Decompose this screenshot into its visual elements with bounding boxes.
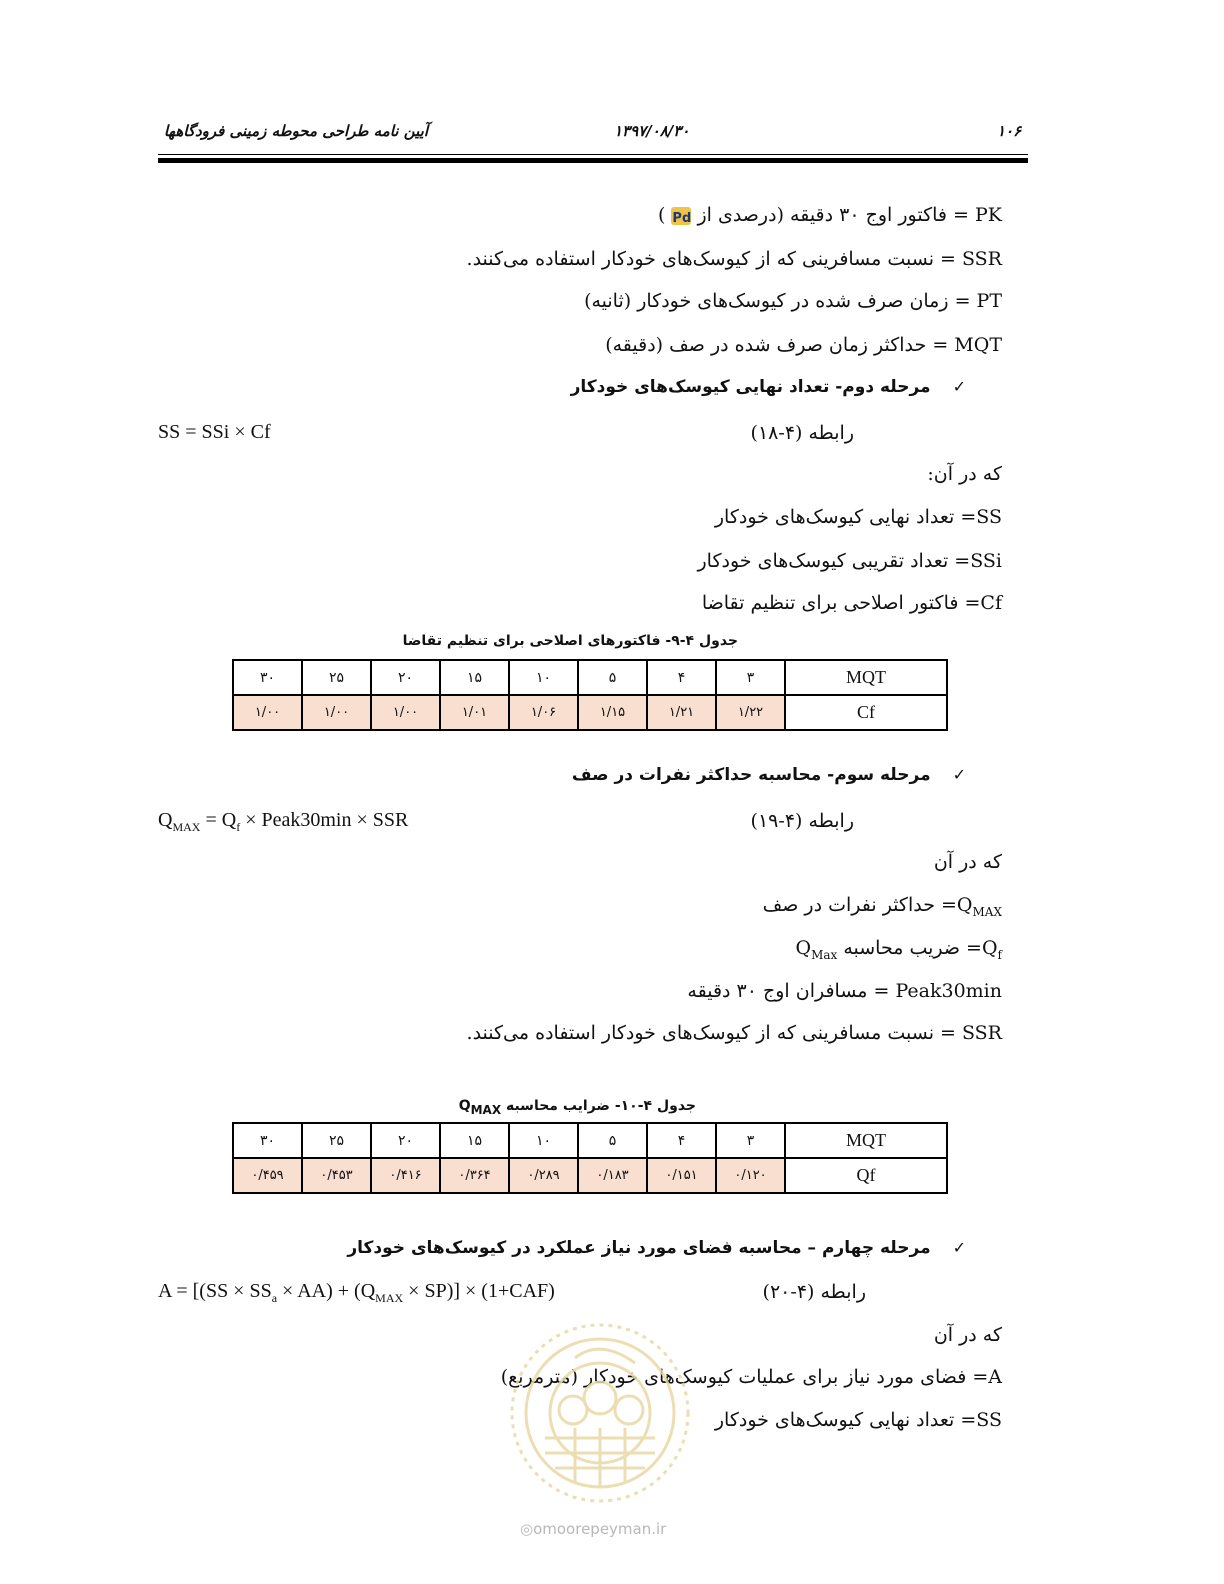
table-cell: ۱/۱۵ — [578, 695, 647, 730]
table-cell: ۰/۱۲۰ — [716, 1158, 785, 1193]
formula-qmax: $Q_{MAX} = Q_f$ × Peak30min × SSR — [158, 809, 409, 834]
relation-4-18: رابطه (۴-۱۸) — [750, 422, 854, 444]
relation-4-19: رابطه (۴-۱۹) — [750, 810, 854, 832]
step2-heading: ✓مرحله دوم- تعداد نهایی کیوسک‌های خودکار — [570, 377, 966, 397]
table-qmax-coefficients — [232, 1122, 948, 1194]
where-label-3: که در آن — [933, 1324, 1002, 1346]
table-cell: ۰/۴۱۶ — [371, 1158, 440, 1193]
table-cell: MQT — [785, 1123, 947, 1158]
table-cell: ۳ — [716, 660, 785, 695]
table2-caption: جدول ۴-۱۰- ضرایب محاسبه $Q_{MAX}$ — [458, 1098, 696, 1117]
table-cell: ۵ — [578, 660, 647, 695]
check-icon: ✓ — [952, 765, 966, 784]
table-cell: ۰/۴۵۳ — [302, 1158, 371, 1193]
where-label-1: که در آن: — [927, 463, 1002, 485]
table-row — [233, 660, 947, 695]
header-doc-title: آیین نامه طراحی محوطه زمینی فرودگاهها — [163, 122, 428, 140]
relation-4-20: رابطه (۴-۲۰) — [762, 1281, 866, 1303]
def-qf: $Q_f=$ ضریب محاسبه $Q_{Max}$ — [795, 937, 1002, 962]
stamp-icon — [505, 1318, 695, 1508]
watermark-stamp — [505, 1318, 695, 1508]
header-date: ۱۳۹۷/۰۸/۳۰ — [614, 122, 690, 140]
step4-heading: ✓مرحله چهارم – محاسبه فضای مورد نیاز عملکرد در کیوسک‌های خودکار — [347, 1238, 966, 1258]
def-ss-2: SS= تعداد نهایی کیوسک‌های خودکار — [714, 1409, 1002, 1431]
table-cell: ۴ — [647, 1123, 716, 1158]
header-rule-thick — [158, 158, 1028, 163]
table-cell: ۳۰ — [233, 660, 302, 695]
formula-area: $A = [(SS \times SS_a \times AA) + (Q_{MAX} \times SP)] \times (1+CAF)$ — [158, 1280, 555, 1305]
table-cell: ۲۵ — [302, 660, 371, 695]
def-mqt: MQT = حداکثر زمان صرف شده در صف (دقیقه) — [605, 334, 1002, 356]
table-cell: ۱۰ — [509, 660, 578, 695]
table-cell: ۱۰ — [509, 1123, 578, 1158]
where-label-2: که در آن — [933, 851, 1002, 873]
table-row — [233, 1123, 947, 1158]
table-cell: ۱/۰۱ — [440, 695, 509, 730]
table-cell: ۱۵ — [440, 660, 509, 695]
def-ssi: SSi= تعداد تقریبی کیوسک‌های خودکار — [697, 550, 1002, 572]
def-ss: SS= تعداد نهایی کیوسک‌های خودکار — [714, 506, 1002, 528]
table-cell: ۱/۰۶ — [509, 695, 578, 730]
globe-icon: ◎ — [520, 1520, 534, 1538]
table-row — [233, 695, 947, 730]
table-cell: ۳ — [716, 1123, 785, 1158]
table-cell: Cf — [785, 695, 947, 730]
check-icon: ✓ — [952, 377, 966, 396]
def-pt: PT = زمان صرف شده در کیوسک‌های خودکار (ثانیه) — [584, 290, 1002, 312]
table-cell: Qf — [785, 1158, 947, 1193]
table1-caption: جدول ۴-۹- فاکتورهای اصلاحی برای تنظیم تقاضا — [402, 633, 738, 649]
pd-icon — [671, 207, 691, 225]
watermark-url: ◎omoorepeyman.ir — [520, 1520, 667, 1538]
def-ssr: SSR = نسبت مسافرینی که از کیوسک‌های خودکار استفاده می‌کنند. — [466, 248, 1002, 270]
def-a: A= فضای مورد نیاز برای عملیات کیوسک‌های خودکار (مترمربع) — [500, 1366, 1002, 1388]
table-cell: ۳۰ — [233, 1123, 302, 1158]
table-cell: ۰/۱۸۳ — [578, 1158, 647, 1193]
table-cell: ۰/۴۵۹ — [233, 1158, 302, 1193]
table-correction-factors — [232, 659, 948, 731]
step3-heading: ✓مرحله سوم- محاسبه حداکثر نفرات در صف — [571, 765, 966, 785]
page-number: ۱۰۶ — [997, 122, 1022, 140]
table-cell: ۱/۲۲ — [716, 695, 785, 730]
table-cell: MQT — [785, 660, 947, 695]
table-row — [233, 1158, 947, 1193]
table-cell: ۱/۰۰ — [233, 695, 302, 730]
table-cell: ۲۰ — [371, 1123, 440, 1158]
table-cell: ۲۵ — [302, 1123, 371, 1158]
def-cf: Cf= فاکتور اصلاحی برای تنظیم تقاضا — [701, 592, 1002, 614]
table-cell: ۵ — [578, 1123, 647, 1158]
table-cell: ۱/۲۱ — [647, 695, 716, 730]
def-pk: PK = فاکتور اوج ۳۰ دقیقه (درصدی از Pd ) — [658, 203, 1002, 227]
table-cell: ۲۰ — [371, 660, 440, 695]
header-rule-thin — [158, 154, 1028, 155]
table-cell: ۰/۲۸۹ — [509, 1158, 578, 1193]
table-cell: ۰/۱۵۱ — [647, 1158, 716, 1193]
table-cell: ۰/۳۶۴ — [440, 1158, 509, 1193]
check-icon: ✓ — [952, 1238, 966, 1257]
table-cell: ۱/۰۰ — [302, 695, 371, 730]
table-cell: ۱/۰۰ — [371, 695, 440, 730]
def-peak30min: Peak30min = مسافران اوج ۳۰ دقیقه — [687, 980, 1002, 1002]
table-cell: ۴ — [647, 660, 716, 695]
def-ssr-2: SSR = نسبت مسافرینی که از کیوسک‌های خودکار استفاده می‌کنند. — [466, 1022, 1002, 1044]
def-qmax: $Q_{MAX}=$ حداکثر نفرات در صف — [762, 894, 1002, 919]
formula-ss: SS = SSi × Cf — [158, 421, 271, 443]
table-cell: ۱۵ — [440, 1123, 509, 1158]
